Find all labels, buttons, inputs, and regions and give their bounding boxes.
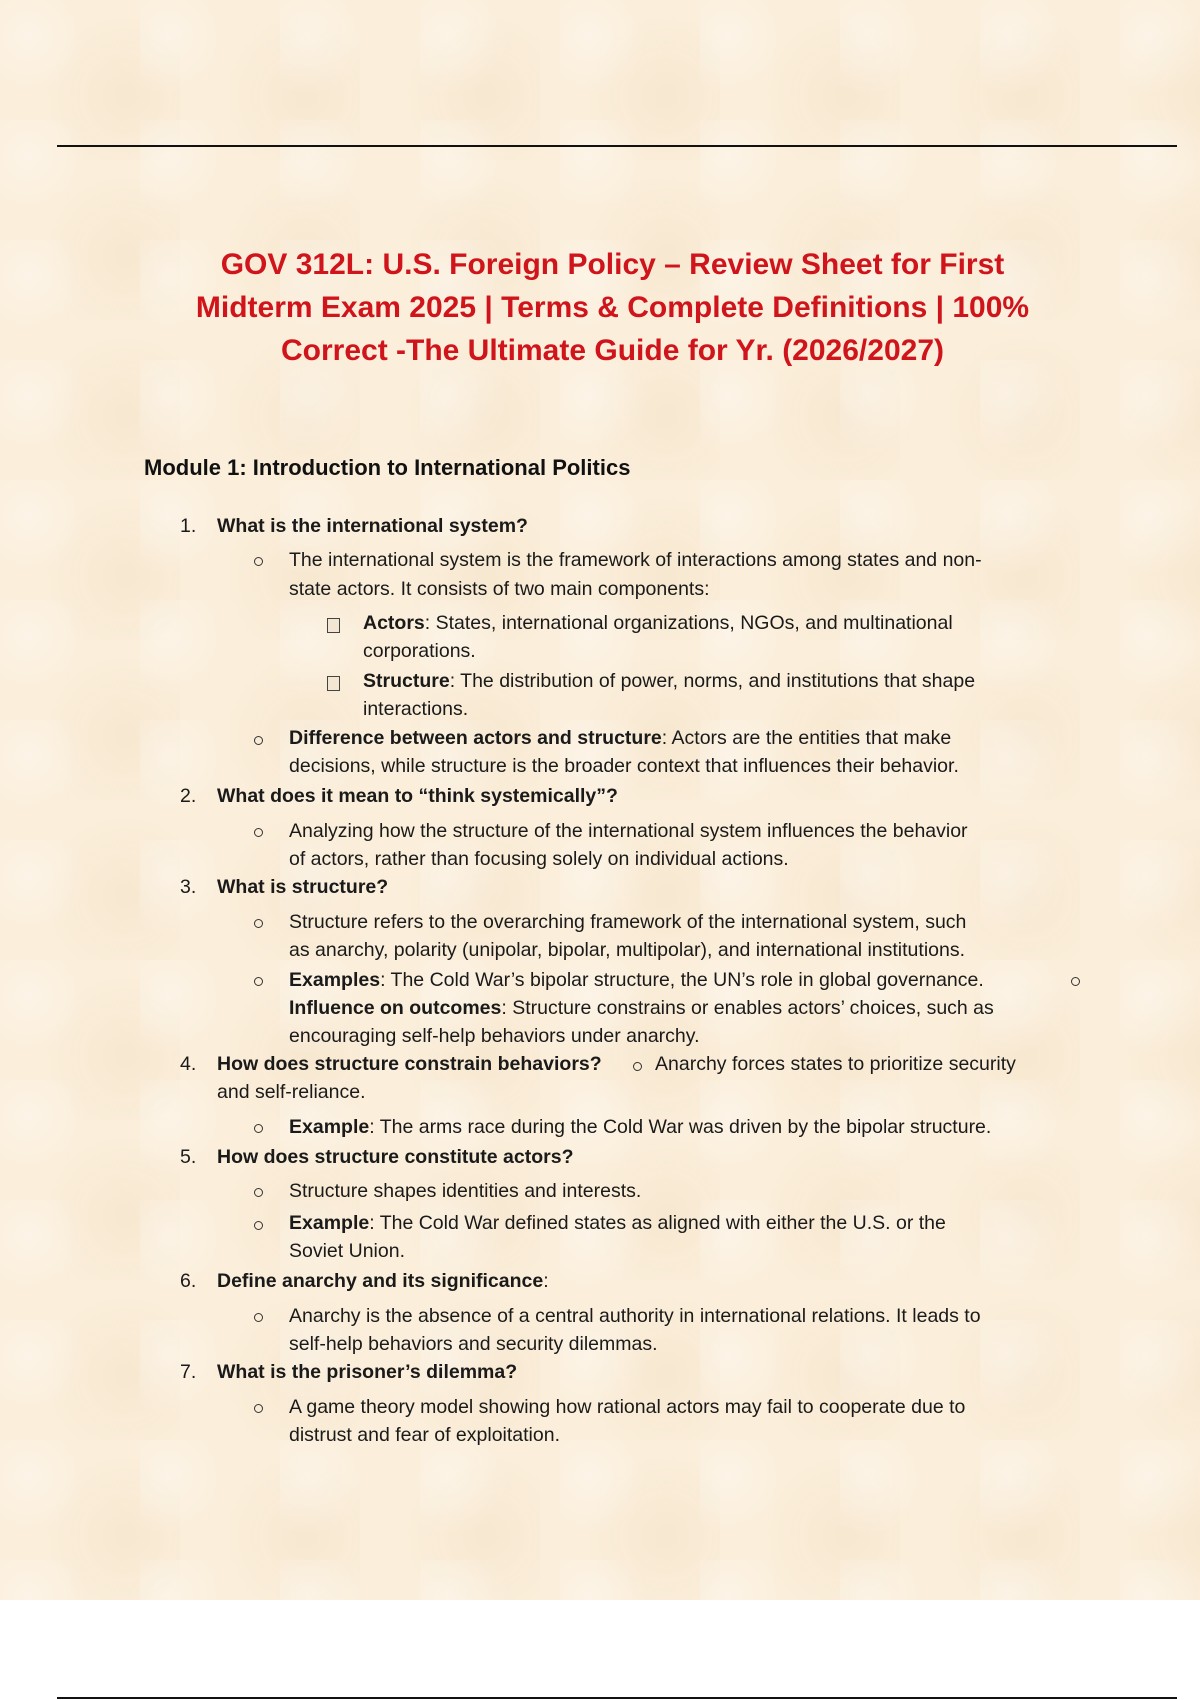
term-label: Difference between actors and structure bbox=[289, 727, 662, 749]
hollow-circle-icon bbox=[254, 1313, 263, 1322]
module-heading: Module 1: Introduction to International Politics bbox=[144, 455, 631, 480]
term-definition: : The Cold War defined states as aligned with either the U.S. or the bbox=[369, 1212, 946, 1234]
hollow-circle-icon bbox=[1071, 977, 1080, 986]
answer-text: as anarchy, polarity (unipolar, bipolar, multipolar), and international institutions. bbox=[289, 939, 966, 961]
term-definition: : The arms race during the Cold War was driven by the bipolar structure. bbox=[369, 1116, 992, 1138]
answer-text: self-help behaviors and security dilemmas. bbox=[289, 1333, 658, 1355]
nested-answer bbox=[363, 667, 975, 695]
term-label: Example bbox=[289, 1212, 370, 1234]
question-1: What is the international system? bbox=[217, 515, 528, 537]
term-label: Examples bbox=[289, 969, 381, 991]
answer-text bbox=[289, 966, 984, 994]
question-7: What is the prisoner’s dilemma? bbox=[217, 1361, 518, 1383]
hollow-circle-icon bbox=[254, 1221, 263, 1230]
question-text: Define anarchy and its significance bbox=[217, 1270, 544, 1292]
question-6 bbox=[217, 1267, 549, 1295]
term-label: Example bbox=[289, 1116, 370, 1138]
question-number: 3. bbox=[180, 876, 197, 898]
answer-text: and self-reliance. bbox=[217, 1081, 366, 1103]
question-number: 2. bbox=[180, 785, 197, 807]
hollow-circle-icon bbox=[254, 1124, 263, 1133]
question-number: 1. bbox=[180, 515, 197, 537]
hollow-circle-icon bbox=[254, 919, 263, 928]
hollow-circle-icon bbox=[254, 736, 263, 745]
answer-text: The international system is the framework of interactions among states and non- bbox=[289, 549, 982, 571]
question-text: How does structure constrain behaviors? bbox=[217, 1053, 602, 1075]
term-label: Influence on outcomes bbox=[289, 997, 502, 1019]
term-definition: : States, international organizations, NGOs, and multinational bbox=[424, 612, 953, 634]
hollow-circle-icon bbox=[254, 977, 263, 986]
answer-text: decisions, while structure is the broader context that influences their behavior. bbox=[289, 755, 959, 777]
question-5: How does structure constitute actors? bbox=[217, 1146, 574, 1168]
answer-text bbox=[289, 1209, 946, 1237]
answer-text: encouraging self-help behaviors under anarchy. bbox=[289, 1025, 700, 1047]
answer-text: Soviet Union. bbox=[289, 1240, 405, 1262]
answer-text: Structure shapes identities and interests. bbox=[289, 1180, 642, 1202]
question-number: 6. bbox=[180, 1270, 197, 1292]
term-definition: : Structure constrains or enables actors’ choices, such as bbox=[501, 997, 994, 1019]
answer-text bbox=[289, 1113, 991, 1141]
answer-text: interactions. bbox=[363, 698, 469, 720]
hollow-circle-icon bbox=[633, 1062, 642, 1071]
answer-text: distrust and fear of exploitation. bbox=[289, 1424, 560, 1446]
question-number: 4. bbox=[180, 1053, 197, 1075]
question-number: 7. bbox=[180, 1361, 197, 1383]
hollow-circle-icon bbox=[254, 1188, 263, 1197]
answer-text: A game theory model showing how rational actors may fail to cooperate due to bbox=[289, 1396, 966, 1418]
hollow-circle-icon bbox=[254, 828, 263, 837]
term-definition: : The Cold War’s bipolar structure, the UN’s role in global governance. bbox=[380, 969, 984, 991]
answer-text: Anarchy is the absence of a central authority in international relations. It leads to bbox=[289, 1305, 981, 1327]
document-title bbox=[120, 243, 1105, 372]
question-3: What is structure? bbox=[217, 876, 389, 898]
bottom-divider bbox=[57, 1697, 1177, 1699]
answer-text bbox=[289, 994, 994, 1022]
answer-text: of actors, rather than focusing solely on individual actions. bbox=[289, 848, 789, 870]
answer-text bbox=[289, 724, 951, 752]
question-number: 5. bbox=[180, 1146, 197, 1168]
title-line-1: GOV 312L: U.S. Foreign Policy – Review Sheet for First bbox=[220, 248, 1005, 281]
term-label: Structure bbox=[363, 670, 450, 692]
answer-text: state actors. It consists of two main components: bbox=[289, 578, 710, 600]
answer-text: Structure refers to the overarching framework of the international system, such bbox=[289, 911, 967, 933]
nested-answer bbox=[363, 609, 953, 637]
missing-glyph-box-icon bbox=[327, 676, 340, 691]
title-line-2: Midterm Exam 2025 | Terms & Complete Definitions | 100% bbox=[195, 291, 1030, 324]
answer-text: Analyzing how the structure of the international system influences the behavior bbox=[289, 820, 968, 842]
answer-text: corporations. bbox=[363, 640, 476, 662]
term-definition: : Actors are the entities that make bbox=[661, 727, 952, 749]
term-definition: : The distribution of power, norms, and institutions that shape bbox=[449, 670, 976, 692]
top-divider bbox=[57, 145, 1177, 147]
term-label: Actors bbox=[363, 612, 425, 634]
missing-glyph-box-icon bbox=[327, 618, 340, 633]
question-2: What does it mean to “think systemically”? bbox=[217, 785, 618, 807]
hollow-circle-icon bbox=[254, 1404, 263, 1413]
page-footer-area bbox=[0, 1600, 1200, 1700]
question-4 bbox=[217, 1050, 602, 1078]
hollow-circle-icon bbox=[254, 557, 263, 566]
answer-text: Anarchy forces states to prioritize security bbox=[655, 1053, 1016, 1075]
title-line-3: Correct -The Ultimate Guide for Yr. (2026/2027) bbox=[280, 334, 944, 367]
question-colon: : bbox=[543, 1270, 549, 1292]
